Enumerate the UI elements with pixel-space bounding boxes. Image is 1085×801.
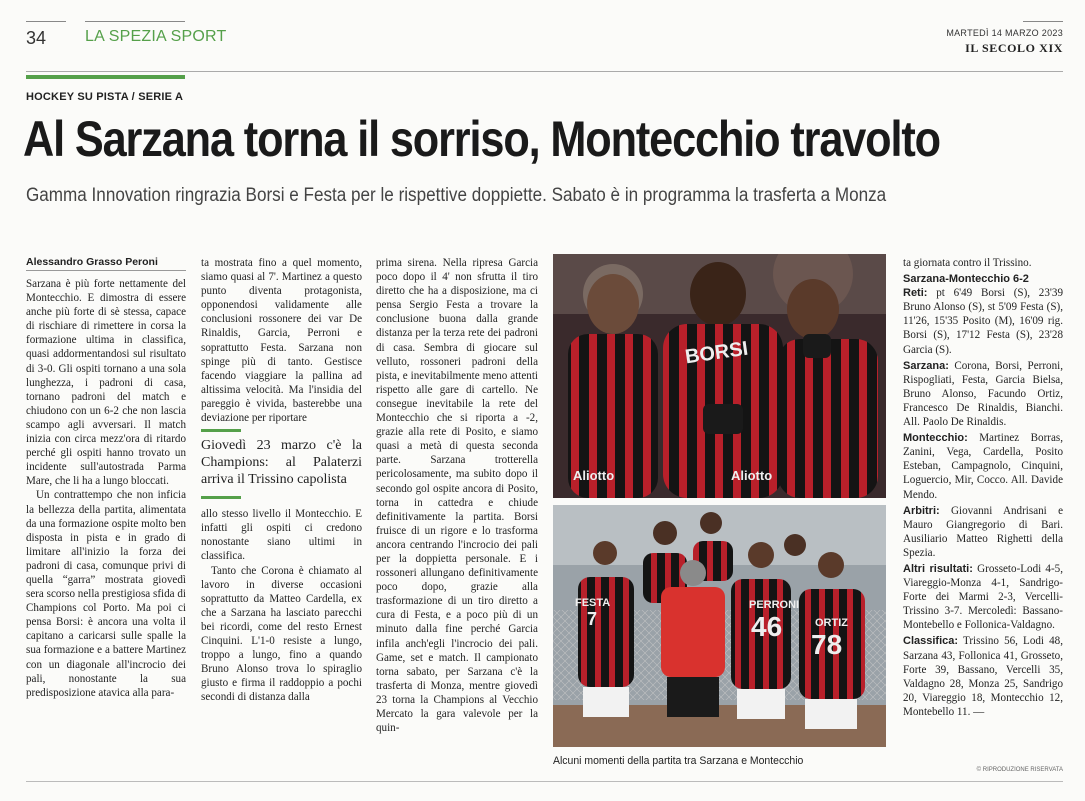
copyright-notice: © RIPRODUZIONE RISERVATA [976,767,1063,773]
article-column-1 [26,256,186,700]
article-column-3 [376,256,538,735]
jersey-name: PERRONI [749,599,800,611]
pullquote-rule [201,429,241,432]
byline: Alessandro Grasso Peroni [26,256,186,271]
goals-label: Reti: [903,287,928,300]
paragraph: Sarzana è più forte nettamente del Montecchio. E dimostra di essere anche più forte di sè stessa, capace di rischiare di rimettere in corsa la formazione ultima in classifica, quasi addormentandosi sul risultato di 3-0. Gli ospiti tornano a una sola lunghezza, i padroni di casa, tornano padroni del match e chiudono con un 6-2 che non lascia scampo agli avversari. Il match inizia con circa mezz'ora di ritardo perché gli ospiti hanno trovato un incidente sull'autostrada Parma Mare, che li ha a lungo bloccati. [26,278,186,488]
jersey-number: 46 [751,611,783,642]
montecchio-label: Montecchio: [903,432,968,445]
match-report-box [903,256,1063,721]
goals-text: pt 6'49 Borsi (S), 23'39 Bruno Alonso (S), st 5'09 Festa (S), 11'26, 15'35 Posito (M), 16'09 rig. Borsi (S), 17'12 Festa (S), 23'28 Garcia (S). [903,287,1063,356]
sidebar-lead: ta giornata contro il Trissino. [903,257,1032,269]
jersey-name: ORTIZ [815,617,848,629]
paragraph: allo stesso livello il Montecchio. E infatti gli ospiti ci credono nonostante siano ultimi in classifica. [201,508,362,563]
pullquote-rule [201,496,241,499]
jersey-label: BORSI [683,337,750,369]
match-photo-huddle [553,254,886,498]
jersey-number: 78 [811,629,843,660]
photo-caption: Alcuni momenti della partita tra Sarzana e Montecchio [553,755,804,767]
accent-rule [26,75,185,79]
page-number: 34 [26,28,47,48]
jersey-sponsor: Aliotto [731,468,773,483]
sarzana-lineup: Corona, Borsi, Perroni, Rispogliati, Festa, Garcia Bielsa, Bruno Alonso, Facundo Ortiz, Francesco De Rinaldis, Bianchi. All. Paolo De Rinaldis. [903,359,1063,429]
paragraph: Tanto che Corona è chiamato al lavoro in diverse occasioni soprattutto da Matteo Cardella, ex che a Sarzana ha lasciato parecchi bei ricordi, come del resto Ernest Cinquini. L'1-0 resiste a lungo, troppo a lungo, fino a quando Bruno Alonso trova lo spiraglio giusto e firma il raddoppio a pochi secondi di distanza dalla [201,564,362,704]
section-name: LA SPEZIA SPORT [85,28,227,45]
paragraph: ta mostrata fino a quel momento, siamo quasi al 7'. Martinez a questo punto diventa protagonista, opponendosi validamente alle conclusioni rossonere dei var De Rinaldis, Garcia, Perroni e soprattutto Festa. Sarzana non spinge più di tanto. Gestisce facendo viaggiare la pallina ad altissima velocità. Ma l'insidia del pareggio è vivida, basterebbe una deviazione per riportare [201,257,362,425]
newspaper-name: IL SECOLO XIX [965,41,1063,55]
jersey-sponsor: Aliotto [573,468,615,483]
article-kicker: HOCKEY SU PISTA / SERIE A [26,91,184,103]
paragraph: Un contrattempo che non inficia la bellezza della partita, alimentata da una formazione ospite molto ben disposta in pista e in grado di limitare all'inizio la forza dei padroni di casa, comunque privi di quella “garra” mostrata giovedì sera scorso nella prestigiosa sfida di Champions col Porto. Ma poi ci pensa Borsi: è ancora una volta il capitano a caricarsi sulle spalle la sua formazione e a battere Martinez con un diagonale all'incrocio dei pali, nonostante la sua predisposizione atavica alla para- [26,489,186,699]
match-result-title: Sarzana-Montecchio 6-2 [903,273,1029,286]
referees-text: Giovanni Andrisani e Mauro Giangregorio di Bari. Ausiliario Matteo Righetti della Spezia. [903,504,1063,559]
article-column-2 [201,256,362,704]
sarzana-label: Sarzana: [903,359,949,372]
jersey-number: 7 [587,609,598,629]
subheadline: Gamma Innovation ringrazia Borsi e Festa per le rispettive doppiette. Sabato è in programma la trasferta a Monza [26,185,887,206]
pullquote: Giovedì 23 marzo c'è la Champions: al Palaterzi arriva il Trissino capolista [201,438,362,488]
headline: Al Sarzana torna il sorriso, Montecchio travolto [23,111,940,167]
standings-label: Classifica: [903,635,959,648]
jersey-name: FESTA [575,597,611,609]
photo-illustration [553,254,886,498]
bottom-rule [26,781,1063,782]
standings-text: Trissino 56, Lodi 48, Sarzana 43, Follonica 41, Grosseto, Forte 39, Bassano, Vercelli 35, Valdagno 28, Monza 25, Sandrigo 20, Viareggio 18, Montecchio 12, Montebello 11. — [903,635,1064,718]
issue-date: MARTEDÌ 14 MARZO 2023 [946,28,1063,38]
match-photo-team [553,505,886,747]
referees-label: Arbitri: [903,504,940,517]
other-results-text: Grosseto-Lodi 4-5, Viareggio-Monza 4-1, Sandrigo-Forte dei Marmi 2-3, Vercelli-Trissino 3-7. Mercoledì: Bassano-Montebello e Follonica-Valdagno. [903,562,1063,632]
other-results-label: Altri risultati: [903,562,973,575]
paragraph: prima sirena. Nella ripresa Garcia poco dopo il 4' non sfrutta il tiro diretto che ha a disposizione, ma ci pensa Sergio Festa a trovare la conclusione buona dalla grande distanza per la terza rete dei padroni di casa. Sembra di giocare sul velluto, rossoneri padroni della pista, e inevitabilmente meno attenti rispetto alle gare di cartello. Ne consegue inevitabile la rete del Montecchio che si riporta a -2, grazie alla rete di Posito, e siamo quasi a metà di questa seconda parte. Sarzana trotterella pericolosamente, ma subito dopo il secondo gol ospite ancora di Posito, torna in cattedra e chiude definitivamente la partita. Borsi fruisce di un rigore e lo trasforma ancora centrando l'incrocio dei pali per la doppietta personale. E i rossoneri allungano definitivamente poco dopo, grazie alla trasformazione di un tiro diretto a cura di Festa, e a poco più di un minuto dalla fine perché Garcia infila anch'egli l'incrocio dei pali. Game, set e match. Il campionato torna sabato, per Sarzana c'è la trasferta di Monza, mentre giovedì 23 torna la Champions al Vecchio Mercato la gara valevole per la quin- [376,257,538,735]
montecchio-lineup: Martinez Borras, Zanini, Vega, Cardella, Posito Esteban, Campagnolo, Cinquini, Loguercio, Mir, Cocco. All. Davide Mendo. [903,432,1063,501]
